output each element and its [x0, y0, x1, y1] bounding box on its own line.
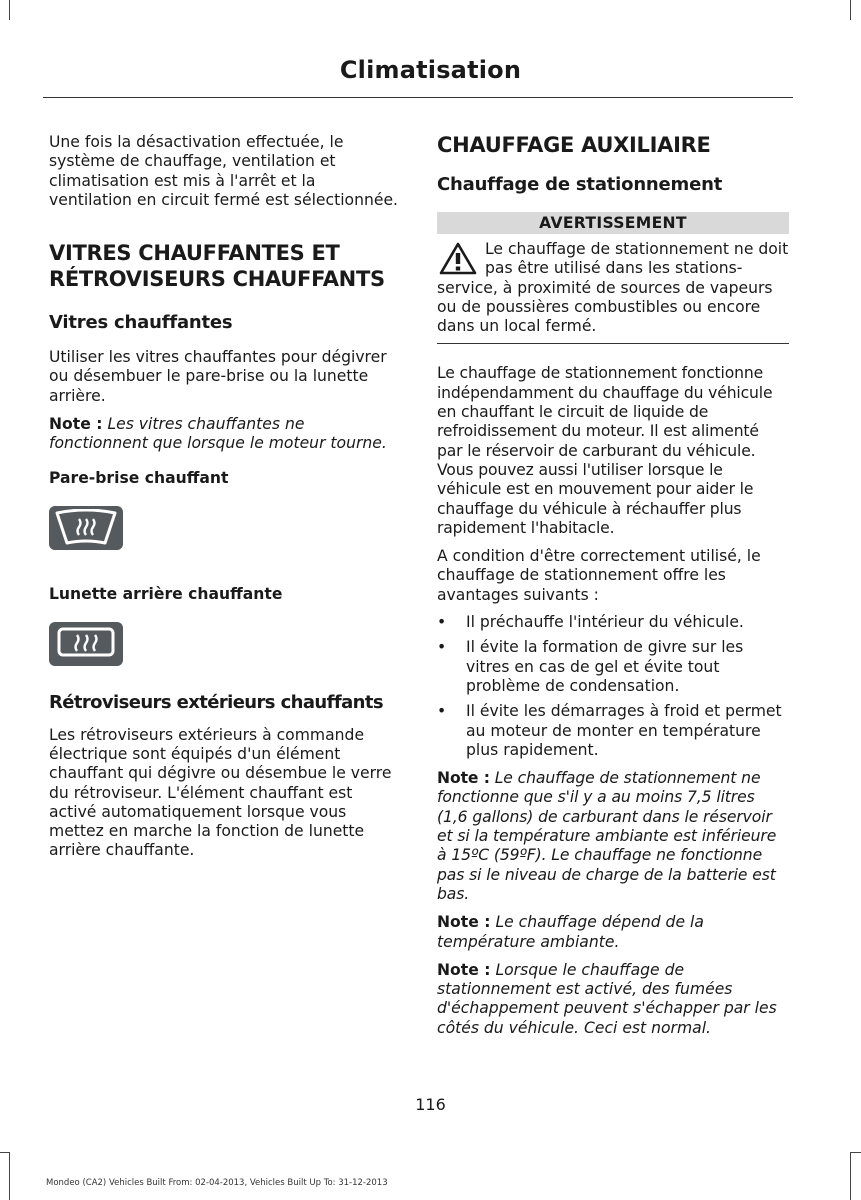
note-text: Lorsque le chauffage de stationnement est activé, des fumées d'échappement peuvent s'échapper par les côtés du véhicule. Ceci est normal. — [437, 960, 777, 1037]
note-ambient-temperature — [437, 913, 789, 952]
bullet-icon: • — [437, 613, 447, 632]
crop-mark-bottom-right — [850, 1152, 851, 1200]
crop-mark-top-left — [9, 0, 10, 20]
bullet-icon: • — [437, 638, 447, 657]
section-title-heated-windows: VITRES CHAUFFANTES ET RÉTROVISEURS CHAUFFANTS — [49, 241, 385, 292]
heated-windscreen-icon — [49, 506, 123, 550]
note-label: Note : — [49, 415, 103, 434]
note-fuel-level — [437, 769, 789, 904]
right-column — [437, 132, 789, 1038]
section-title-auxiliary-heating: CHAUFFAGE AUXILIAIRE — [437, 133, 711, 157]
page-number: 116 — [415, 1095, 446, 1114]
page-title: Climatisation — [339, 56, 522, 84]
heated-mirrors-paragraph: Les rétroviseurs extérieurs à commande électrique sont équipés d'un élément chauffant qui dégivre ou désembue le verre du rétroviseur. L'élément chauffant est activé automatiquement lorsque vous mettez en marche la fonction de lunette arrière chauffante. — [49, 725, 392, 860]
header-divider — [43, 97, 793, 98]
parking-heater-paragraph: Le chauffage de stationnement fonctionne indépendamment du chauffage du véhicule en chauffant le circuit de liquide de refroidissement du moteur. Il est alimenté par le réservoir de carburant du véhicule. Vous pouvez aussi l'utiliser lorsque le véhicule est en mouvement pour aider le chauffage du véhicule à réchauffer plus rapidement l'habitacle. — [437, 364, 773, 537]
subheading-heated-windows: Vitres chauffantes — [49, 312, 233, 334]
note-label: Note : — [437, 960, 491, 979]
left-column — [49, 133, 401, 861]
rear-window-label: Lunette arrière chauffante — [49, 584, 283, 603]
list-item: • Il évite les démarrages à froid et permet au moteur de monter en température plus rapidement. — [437, 702, 782, 759]
crop-mark-bottom-right-h — [850, 1152, 861, 1153]
warning-box — [437, 240, 789, 336]
bullet-icon: • — [437, 702, 447, 721]
list-item: • Il préchauffe l'intérieur du véhicule. — [437, 613, 744, 632]
note-text: Le chauffage de stationnement ne fonctionne que s'il y a au moins 7,5 litres (1,6 gallons) de carburant dans le réservoir et si la température ambiante est inférieure à 15ºC (59ºF). Le chauffage ne fonctionne pas si le niveau de charge de la batterie est bas. — [437, 769, 777, 903]
footer-info: Mondeo (CA2) Vehicles Built From: 02-04-2013, Vehicles Built Up To: 31-12-2013 — [46, 1178, 388, 1188]
warning-header: AVERTISSEMENT — [437, 212, 789, 234]
list-item: • Il évite la formation de givre sur les vitres en cas de gel et évite tout problème de condensation. — [437, 638, 744, 695]
warning-text: Le chauffage de stationnement ne doit pas être utilisé dans les stations-service, à proximité de sources de vapeurs ou de poussières combustibles ou encore dans un local fermé. — [437, 240, 789, 336]
note-exhaust-fumes — [437, 961, 789, 1038]
note-text: Le chauffage dépend de la température ambiante. — [437, 913, 704, 951]
windscreen-label: Pare-brise chauffant — [49, 468, 229, 487]
intro-paragraph: Une fois la désactivation effectuée, le système de chauffage, ventilation et climatisation est mis à l'arrêt et la ventilation en circuit fermé est sélectionnée. — [49, 133, 399, 209]
subheading-heated-mirrors: Rétroviseurs extérieurs chauffants — [49, 691, 383, 713]
note-text: Les vitres chauffantes ne fonctionnent que lorsque le moteur tourne. — [49, 415, 387, 453]
note-label: Note : — [437, 769, 490, 788]
crop-mark-top-right — [850, 0, 851, 20]
heated-windows-paragraph: Utiliser les vitres chauffantes pour dégivrer ou désembuer le pare-brise ou la lunette arrière. — [49, 348, 387, 405]
heated-rear-window-icon — [49, 622, 123, 666]
warning-triangle-icon — [439, 242, 477, 276]
subheading-parking-heater: Chauffage de stationnement — [437, 174, 723, 195]
advantages-intro: A condition d'être correctement utilisé, le chauffage de stationnement offre les avantages suivants : — [437, 547, 761, 604]
advantages-list — [437, 613, 789, 760]
crop-mark-bottom-left — [9, 1152, 10, 1200]
note-heated-windows — [49, 415, 401, 454]
crop-mark-bottom-left-h — [0, 1152, 10, 1153]
warning-divider — [437, 343, 789, 344]
note-label: Note : — [437, 913, 491, 932]
